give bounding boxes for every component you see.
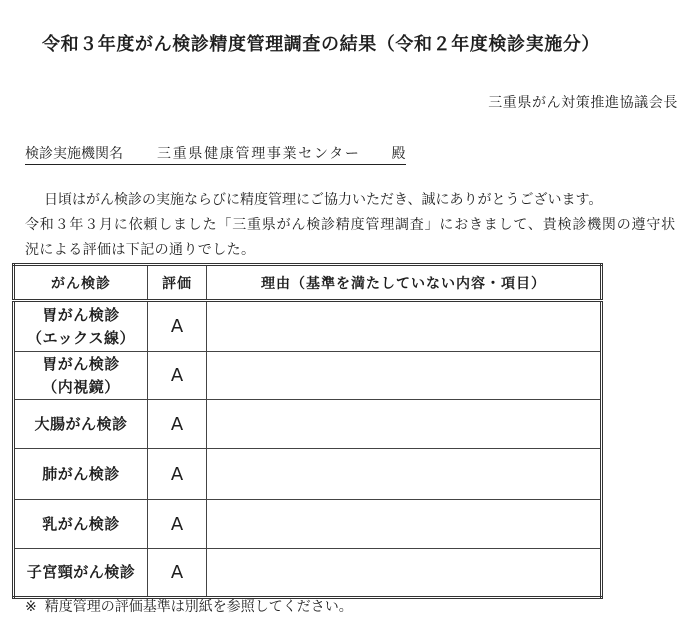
exam-name-cell	[14, 301, 148, 352]
footnote-text: 精度管理の評価基準は別紙を参照してください。	[44, 599, 353, 615]
reason-cell	[207, 400, 602, 449]
exam-name-cell	[14, 500, 148, 549]
exam-name: 乳がん検診	[42, 514, 120, 533]
exam-name: 子宮頸がん検診	[26, 563, 136, 581]
reason-cell	[207, 500, 602, 549]
results-table	[12, 263, 603, 599]
exam-name-cell	[14, 449, 148, 500]
reason-cell	[207, 301, 602, 352]
rating-cell: A	[148, 301, 207, 352]
table-header-exam: がん検診	[14, 265, 148, 301]
addressee-line	[25, 145, 406, 165]
footnote	[25, 597, 353, 617]
table-header-row	[14, 265, 602, 301]
rating-cell: A	[148, 449, 207, 500]
footnote-mark: ※	[25, 599, 37, 615]
exam-method: （内視鏡）	[42, 377, 120, 396]
issuer: 三重県がん対策推進協議会長	[488, 95, 678, 111]
rating-cell: A	[148, 500, 207, 549]
exam-name: 胃がん検診	[42, 305, 120, 324]
document-title: 令和３年度がん検診精度管理調査の結果（令和２年度検診実施分）	[42, 34, 600, 55]
rating-cell: A	[148, 549, 207, 598]
addressee-label: 検診実施機関名	[25, 146, 123, 162]
table-row	[14, 400, 602, 449]
exam-name: 肺がん検診	[42, 464, 120, 483]
reason-cell	[207, 549, 602, 598]
table-row	[14, 449, 602, 500]
body-line: 令和３年３月に依頼しました「三重県がん検診精度管理調査」におきまして、貴検診機関の遵守状	[25, 217, 676, 233]
table-row	[14, 352, 602, 400]
rating-cell: A	[148, 400, 207, 449]
reason-cell	[207, 352, 602, 400]
exam-name-cell	[14, 400, 148, 449]
exam-name: 大腸がん検診	[34, 414, 128, 433]
table-row	[14, 301, 602, 352]
reason-cell	[207, 449, 602, 500]
exam-name-cell	[14, 352, 148, 400]
exam-name: 胃がん検診	[42, 354, 120, 373]
addressee-name: 三重県健康管理事業センター	[157, 146, 361, 162]
exam-name-cell	[14, 549, 148, 598]
body-paragraph	[25, 188, 676, 263]
table-row	[14, 549, 602, 598]
exam-method: （エックス線）	[26, 328, 136, 347]
rating-cell: A	[148, 352, 207, 400]
body-line: 況による評価は下記の通りでした。	[25, 242, 256, 258]
table-row	[14, 500, 602, 549]
body-line: 日頃はがん検診の実施ならびに精度管理にご協力いただき、誠にありがとうございます。	[44, 192, 603, 208]
table-header-reason: 理由（基準を満たしていない内容・項目）	[207, 265, 602, 301]
table-header-rating: 評価	[148, 265, 207, 301]
addressee-honorific: 殿	[391, 146, 406, 162]
